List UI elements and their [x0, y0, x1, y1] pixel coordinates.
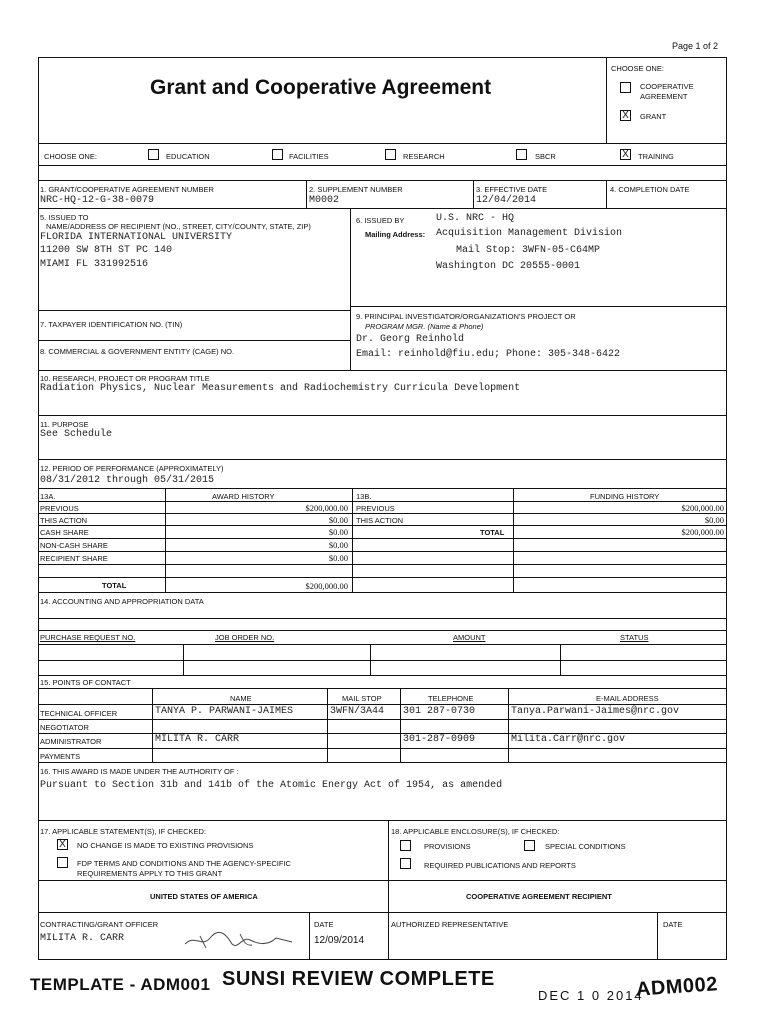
period-label: 12. PERIOD OF PERFORMANCE (APPROXIMATELY) — [40, 464, 224, 473]
provisions-label: PROVISIONS — [424, 842, 471, 851]
template-stamp: TEMPLATE - ADM001 — [30, 975, 211, 994]
facilities-checkbox[interactable] — [272, 149, 283, 160]
grant-checkbox[interactable]: X — [620, 110, 631, 121]
funding-previous-value: $200,000.00 — [681, 503, 724, 513]
pi-contact: Email: reinhold@fiu.edu; Phone: 305-348-6422 — [356, 349, 621, 360]
recipient-line2: 11200 SW 8TH ST PC 140 — [40, 245, 173, 256]
effective-date-value: 12/04/2014 — [476, 195, 537, 206]
award-row-label: CASH SHARE — [40, 528, 89, 537]
cage-label: 8. COMMERCIAL & GOVERNMENT ENTITY (CAGE) NO. — [40, 347, 235, 356]
issued-by-label: 6. ISSUED BY — [356, 216, 405, 225]
research-checkbox[interactable] — [385, 149, 396, 160]
sunsi-stamp: SUNSI REVIEW COMPLETE — [222, 968, 495, 990]
funding-history-label: 13B. — [356, 492, 372, 501]
award-history-label: 13A. — [40, 492, 56, 501]
issuer-line3: Washington DC 20555-0001 — [436, 261, 581, 272]
award-row-amount: $0.00 — [328, 515, 348, 525]
training-label: TRAINING — [638, 152, 674, 161]
fdp-terms-label-2: REQUIREMENTS APPLY TO THIS GRANT — [77, 869, 223, 878]
award-total-label: TOTAL — [102, 581, 127, 590]
education-checkbox[interactable] — [148, 149, 159, 160]
officer-date-label: DATE — [314, 920, 334, 929]
award-history-header: AWARD HISTORY — [212, 492, 275, 501]
reports-checkbox[interactable] — [400, 858, 411, 869]
page-number: Page 1 of 2 — [672, 41, 719, 51]
issuer-line2: Mail Stop: 3WFN-05-C64MP — [456, 245, 601, 256]
contact-phone: 301 287-0730 — [403, 706, 476, 717]
no-change-label: NO CHANGE IS MADE TO EXISTING PROVISIONS — [77, 841, 254, 850]
award-row-label: NON-CASH SHARE — [40, 541, 108, 550]
enclosures-label: 18. APPLICABLE ENCLOSURE(S), IF CHECKED: — [391, 827, 560, 836]
form-title: Grant and Cooperative Agreement — [150, 76, 492, 99]
award-row-amount: $0.00 — [328, 527, 348, 537]
pi-label: 9. PRINCIPAL INVESTIGATOR/ORGANIZATION'S PROJECT OR — [356, 312, 576, 321]
issued-to-label: 5. ISSUED TO — [40, 213, 89, 222]
recipient-line1: FLORIDA INTERNATIONAL UNIVERSITY — [40, 232, 233, 243]
recipient-address-label: NAME/ADDRESS OF RECIPIENT (NO., STREET, CITY/COUNTY, STATE, ZIP) — [46, 222, 311, 231]
funding-this-action-value: $0.00 — [704, 515, 724, 525]
award-row-amount: $200,000.00 — [305, 503, 348, 513]
amount-header: AMOUNT — [453, 633, 486, 642]
pi-name: Dr. Georg Reinhold — [356, 334, 465, 345]
supplement-number-value: M0002 — [309, 195, 340, 206]
mailing-address-label: Mailing Address: — [365, 230, 426, 239]
award-row-label: RECIPIENT SHARE — [40, 554, 108, 563]
contact-name: TANYA P. PARWANI-JAIMES — [155, 706, 294, 717]
funding-history-header: FUNDING HISTORY — [590, 492, 660, 501]
completion-date-label: 4. COMPLETION DATE — [610, 185, 690, 194]
authority-value: Pursuant to Section 31b and 141b of the Atomic Energy Act of 1954, as amended — [40, 780, 503, 791]
purpose-value: See Schedule — [40, 429, 113, 440]
special-conditions-checkbox[interactable] — [524, 840, 535, 851]
no-change-checkbox[interactable]: X — [57, 839, 68, 850]
purchase-request-header: PURCHASE REQUEST NO. — [40, 633, 136, 642]
rep-label: AUTHORIZED REPRESENTATIVE — [391, 920, 509, 929]
sbcr-label: SBCR — [535, 152, 556, 161]
facilities-label: FACILITIES — [289, 152, 329, 161]
rep-date-label: DATE — [663, 920, 683, 929]
issuer-line1: Acquisition Management Division — [436, 228, 623, 239]
contact-name-header: NAME — [230, 694, 252, 703]
provisions-checkbox[interactable] — [400, 840, 411, 851]
project-title-value: Radiation Physics, Nuclear Measurements and Radiochemistry Curricula Development — [40, 383, 521, 394]
fdp-terms-label: FDP TERMS AND CONDITIONS AND THE AGENCY-SPECIFIC — [77, 859, 291, 868]
cooperative-checkbox[interactable] — [620, 82, 631, 93]
contact-mail-header: MAIL STOP — [342, 694, 382, 703]
contact-mail-stop: 3WFN/3A44 — [330, 706, 385, 717]
usa-header: UNITED STATES OF AMERICA — [150, 892, 258, 901]
contact-name: MILITA R. CARR — [155, 734, 240, 745]
training-checkbox[interactable]: X — [620, 149, 631, 160]
authority-label: 16. THIS AWARD IS MADE UNDER THE AUTHORITY OF : — [40, 767, 239, 776]
tin-label: 7. TAXPAYER IDENTIFICATION NO. (TIN) — [40, 320, 183, 329]
grant-label: GRANT — [640, 112, 667, 121]
special-conditions-label: SPECIAL CONDITIONS — [545, 842, 626, 851]
recipient-line3: MIAMI FL 331992516 — [40, 259, 149, 270]
adm-stamp: ADM002 — [635, 973, 719, 1001]
cooperative-label: COOPERATIVE AGREEMENT — [640, 82, 694, 101]
contact-phone: 301-287-0909 — [403, 734, 476, 745]
supplement-number-label: 2. SUPPLEMENT NUMBER — [309, 185, 403, 194]
contacts-label: 15. POINTS OF CONTACT — [40, 678, 131, 687]
officer-label: CONTRACTING/GRANT OFFICER — [40, 920, 159, 929]
contact-role: ADMINISTRATOR — [40, 737, 102, 746]
contact-role: TECHNICAL OFFICER — [40, 709, 118, 718]
issuer-value: U.S. NRC - HQ — [436, 213, 515, 224]
officer-date-value: 12/09/2014 — [314, 935, 365, 946]
contact-phone-header: TELEPHONE — [428, 694, 474, 703]
award-row-amount: $0.00 — [328, 540, 348, 550]
job-order-header: JOB ORDER NO. — [215, 633, 275, 642]
status-header: STATUS — [620, 633, 649, 642]
statements-label: 17. APPLICABLE STATEMENT(S), IF CHECKED: — [40, 827, 207, 836]
recipient-header: COOPERATIVE AGREEMENT RECIPIENT — [466, 892, 612, 901]
grant-number-label: 1. GRANT/COOPERATIVE AGREEMENT NUMBER — [40, 185, 214, 194]
sbcr-checkbox[interactable] — [516, 149, 527, 160]
funding-previous-label: PREVIOUS — [356, 504, 395, 513]
grant-number-value: NRC-HQ-12-G-38-0079 — [40, 195, 155, 206]
award-total-value: $200,000.00 — [305, 581, 348, 591]
contact-role: NEGOTIATOR — [40, 723, 89, 732]
award-row-amount: $0.00 — [328, 553, 348, 563]
officer-signature — [180, 926, 300, 952]
officer-name: MILITA R. CARR — [40, 933, 125, 944]
funding-total-value: $200,000.00 — [681, 527, 724, 537]
education-label: EDUCATION — [166, 152, 210, 161]
award-row-label: PREVIOUS — [40, 504, 79, 513]
contact-email: Milita.Carr@nrc.gov — [511, 734, 626, 745]
contact-role: PAYMENTS — [40, 752, 81, 761]
effective-date-label: 3. EFFECTIVE DATE — [476, 185, 548, 194]
fdp-terms-checkbox[interactable] — [57, 857, 68, 868]
project-title-label: 10. RESEARCH, PROJECT OR PROGRAM TITLE — [40, 374, 210, 383]
funding-total-label: TOTAL — [480, 528, 505, 537]
purpose-label: 11. PURPOSE — [40, 420, 89, 429]
contact-email: Tanya.Parwani-Jaimes@nrc.gov — [511, 706, 680, 717]
date-stamp: DEC 1 0 2014 — [538, 988, 644, 1003]
contact-email-header: E-MAIL ADDRESS — [596, 694, 659, 703]
accounting-label: 14. ACCOUNTING AND APPROPRIATION DATA — [40, 597, 204, 606]
research-label: RESEARCH — [403, 152, 445, 161]
funding-this-action-label: THIS ACTION — [356, 516, 404, 525]
choose-one-label: CHOOSE ONE: — [611, 64, 664, 73]
award-row-label: THIS ACTION — [40, 516, 88, 525]
reports-label: REQUIRED PUBLICATIONS AND REPORTS — [424, 861, 576, 870]
period-value: 08/31/2012 through 05/31/2015 — [40, 475, 215, 486]
pi-label-2: PROGRAM MGR. (Name & Phone) — [365, 322, 484, 331]
type-choose-label: CHOOSE ONE: — [44, 152, 97, 161]
